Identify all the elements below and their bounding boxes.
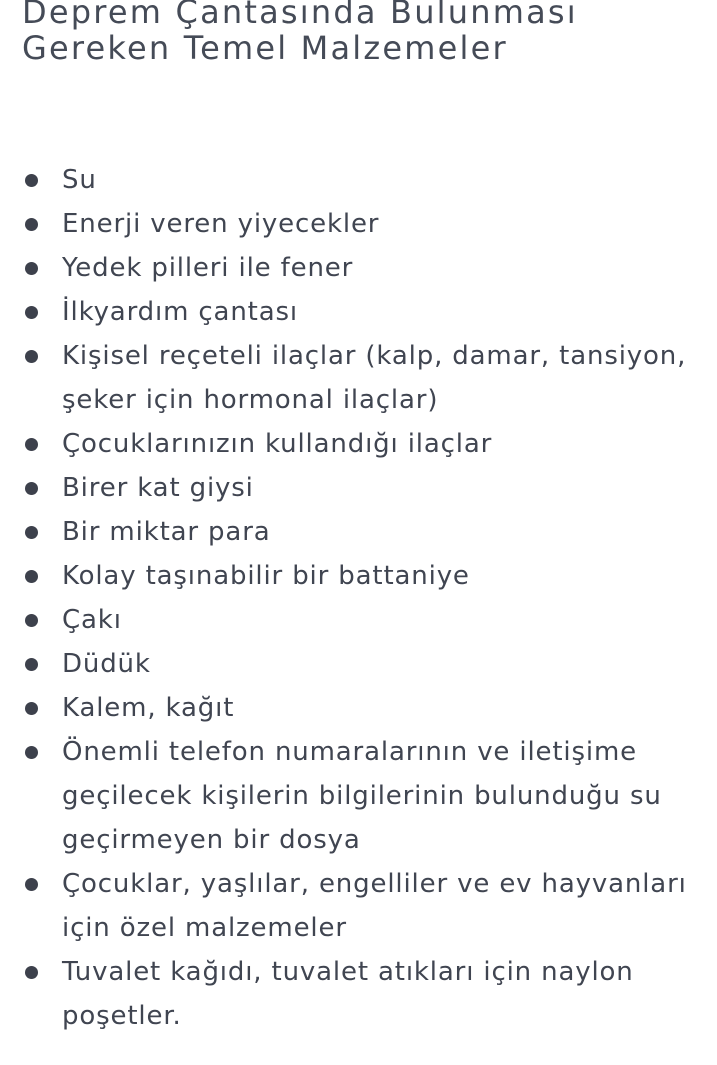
bullet-icon xyxy=(25,262,38,275)
list-item xyxy=(0,422,717,466)
bullet-icon xyxy=(25,614,38,627)
bullet-icon xyxy=(25,702,38,715)
list-item xyxy=(0,642,717,686)
list-item-text: Önemli telefon numaralarının ve iletişime xyxy=(62,737,637,767)
page-title xyxy=(22,0,702,66)
bullet-icon xyxy=(25,482,38,495)
list-item xyxy=(0,510,717,554)
list-item-text: Düdük xyxy=(62,649,151,679)
list-item-text: Bir miktar para xyxy=(62,517,271,547)
list-item-text: geçilecek kişilerin bilgilerinin bulunduğu su xyxy=(62,781,662,811)
list-item xyxy=(0,730,717,862)
bullet-icon xyxy=(25,570,38,583)
list-item-text: Yedek pilleri ile fener xyxy=(62,253,354,283)
bullet-icon xyxy=(25,306,38,319)
list-item xyxy=(0,158,717,202)
list-item-text: için özel malzemeler xyxy=(62,913,347,943)
list-item-text: Birer kat giysi xyxy=(62,473,254,503)
list-item xyxy=(0,686,717,730)
bullet-icon xyxy=(25,218,38,231)
list-item xyxy=(0,290,717,334)
list-item-text: Çocuklar, yaşlılar, engelliler ve ev hayvanları xyxy=(62,869,687,899)
bullet-icon xyxy=(25,438,38,451)
list-item-text: Kolay taşınabilir bir battaniye xyxy=(62,561,470,591)
bullet-icon xyxy=(25,526,38,539)
list-item xyxy=(0,466,717,510)
title-line: Deprem Çantasında Bulunması xyxy=(22,0,578,31)
list-item-text: Çakı xyxy=(62,605,122,635)
list-item-text: Çocuklarınızın kullandığı ilaçlar xyxy=(62,429,493,459)
list-item-text: Su xyxy=(62,165,97,195)
list-item xyxy=(0,246,717,290)
bullet-icon xyxy=(25,658,38,671)
list-item-text: poşetler. xyxy=(62,1001,182,1031)
list-item xyxy=(0,334,717,422)
list-item-text: Enerji veren yiyecekler xyxy=(62,209,380,239)
list-item-text: Tuvalet kağıdı, tuvalet atıkları için naylon xyxy=(62,957,634,987)
list-item-text: Kişisel reçeteli ilaçlar (kalp, damar, tansiyon, xyxy=(62,341,687,371)
bullet-icon xyxy=(25,746,38,759)
list-item xyxy=(0,862,717,950)
bullet-icon xyxy=(25,350,38,363)
list-item xyxy=(0,950,717,1038)
list-item xyxy=(0,202,717,246)
bullet-icon xyxy=(25,174,38,187)
list-item-text: İlkyardım çantası xyxy=(62,297,298,327)
title-line: Gereken Temel Malzemeler xyxy=(22,29,508,67)
list-item xyxy=(0,554,717,598)
list-item-text: geçirmeyen bir dosya xyxy=(62,825,361,855)
bullet-icon xyxy=(25,966,38,979)
supply-list xyxy=(0,158,717,1038)
list-item xyxy=(0,598,717,642)
list-item-text: şeker için hormonal ilaçlar) xyxy=(62,385,439,415)
list-item-text: Kalem, kağıt xyxy=(62,693,235,723)
bullet-icon xyxy=(25,878,38,891)
